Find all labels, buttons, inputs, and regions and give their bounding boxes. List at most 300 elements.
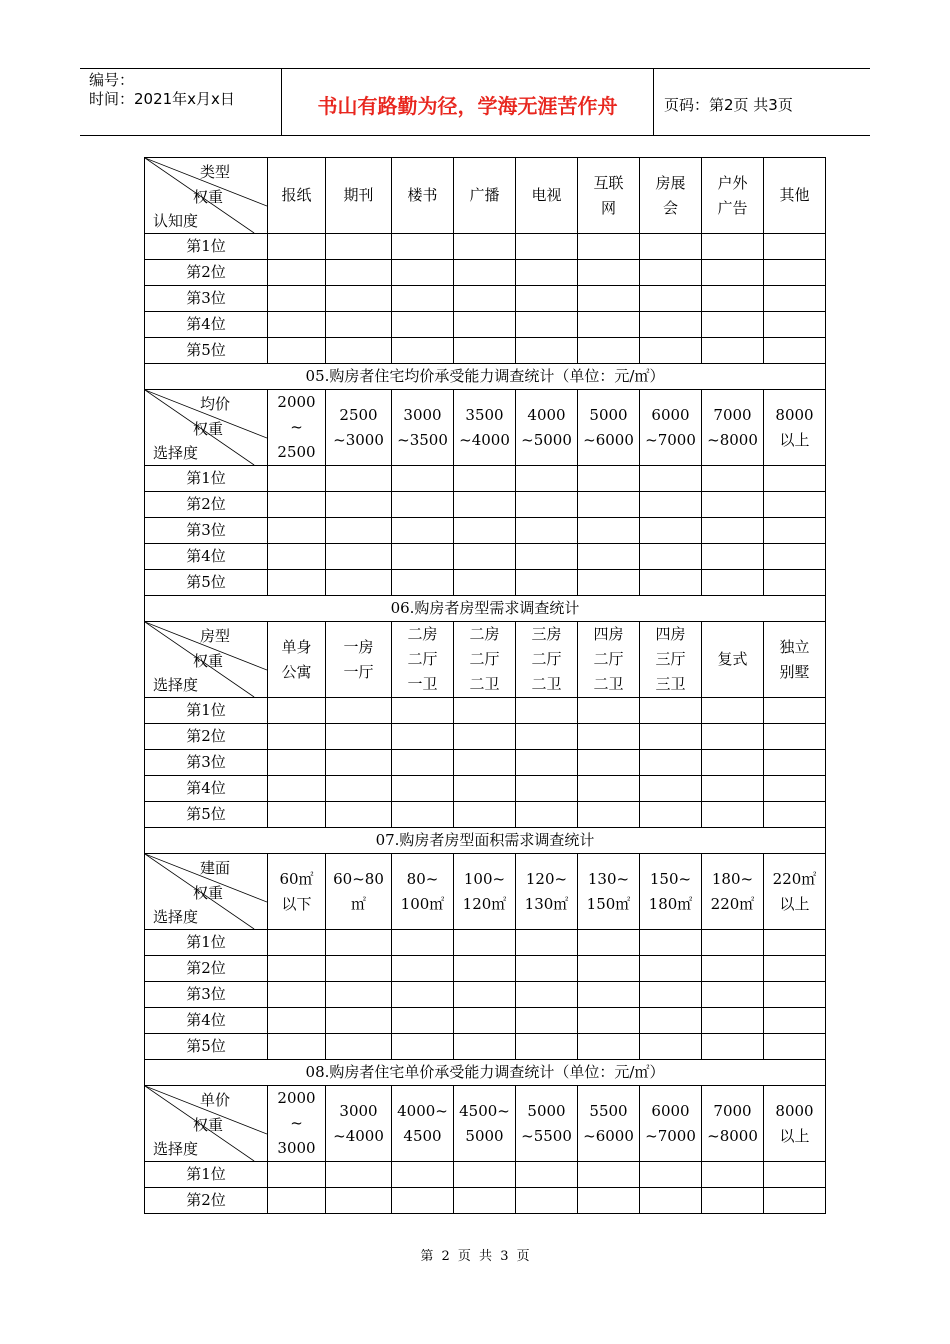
empty-cell: [454, 312, 516, 338]
section-header-row: [145, 1086, 826, 1162]
empty-cell: [516, 518, 578, 544]
column-header-line: ~: [290, 1114, 303, 1132]
column-header-line: ~3500: [397, 430, 448, 449]
column-header-line: 广播: [469, 186, 500, 204]
empty-cell: [640, 1188, 702, 1214]
table-row: [145, 234, 826, 260]
column-header: [516, 622, 578, 698]
empty-cell: [578, 930, 640, 956]
table-row: [145, 802, 826, 828]
empty-cell: [392, 234, 454, 260]
empty-cell: [764, 492, 826, 518]
empty-cell: [516, 698, 578, 724]
empty-cell: [392, 338, 454, 364]
empty-cell: [516, 1162, 578, 1188]
empty-cell: [326, 956, 392, 982]
column-header-line: ~5500: [521, 1126, 572, 1145]
empty-cell: [454, 982, 516, 1008]
empty-cell: [326, 492, 392, 518]
corner-label: 选择度: [153, 1140, 199, 1158]
column-header-line: ~3000: [333, 430, 384, 449]
column-header-line: 2500: [339, 405, 378, 424]
empty-cell: [326, 724, 392, 750]
empty-cell: [516, 750, 578, 776]
empty-cell: [764, 570, 826, 596]
empty-cell: [764, 982, 826, 1008]
empty-cell: [326, 802, 392, 828]
column-header-line: 120~: [525, 869, 568, 888]
empty-cell: [640, 234, 702, 260]
column-header-line: 独立: [779, 637, 810, 656]
empty-cell: [516, 956, 578, 982]
empty-cell: [578, 1034, 640, 1060]
column-header-line: 二卫: [593, 675, 624, 693]
empty-cell: [268, 312, 326, 338]
table-row: [145, 982, 826, 1008]
empty-cell: [392, 982, 454, 1008]
empty-cell: [578, 698, 640, 724]
empty-cell: [702, 1188, 764, 1214]
column-header: [516, 854, 578, 930]
rank-label: 第5位: [145, 338, 268, 364]
table-row: [145, 312, 826, 338]
column-header: [268, 854, 326, 930]
empty-cell: [454, 260, 516, 286]
table-row: [145, 1008, 826, 1034]
empty-cell: [268, 570, 326, 596]
column-header: [702, 622, 764, 698]
header-page-number: 页码：第2页 共3页: [664, 95, 793, 114]
table-row: [145, 776, 826, 802]
empty-cell: [578, 466, 640, 492]
empty-cell: [326, 466, 392, 492]
column-header: [268, 158, 326, 234]
column-header: [702, 1086, 764, 1162]
survey-statistics-table: [144, 157, 826, 1214]
corner-label: 建面: [200, 859, 231, 877]
empty-cell: [516, 492, 578, 518]
diagonal-header-cell: [145, 622, 268, 698]
column-header: [326, 854, 392, 930]
empty-cell: [454, 286, 516, 312]
column-header: [516, 1086, 578, 1162]
empty-cell: [764, 466, 826, 492]
empty-cell: [578, 570, 640, 596]
empty-cell: [640, 544, 702, 570]
table-row: [145, 956, 826, 982]
empty-cell: [640, 338, 702, 364]
empty-cell: [702, 956, 764, 982]
empty-cell: [578, 776, 640, 802]
empty-cell: [764, 312, 826, 338]
empty-cell: [578, 1008, 640, 1034]
empty-cell: [640, 956, 702, 982]
empty-cell: [702, 1034, 764, 1060]
empty-cell: [702, 750, 764, 776]
empty-cell: [326, 312, 392, 338]
section-header-row: [145, 622, 826, 698]
empty-cell: [268, 1034, 326, 1060]
empty-cell: [326, 1162, 392, 1188]
column-header-line: 3500: [465, 405, 504, 424]
empty-cell: [326, 982, 392, 1008]
column-header: [268, 390, 326, 466]
empty-cell: [516, 570, 578, 596]
empty-cell: [764, 956, 826, 982]
column-header-line: 3000: [403, 405, 442, 424]
table-row: [145, 286, 826, 312]
empty-cell: [326, 750, 392, 776]
empty-cell: [702, 492, 764, 518]
empty-cell: [640, 570, 702, 596]
corner-label: 类型: [200, 163, 231, 181]
section-title-row: [145, 1060, 826, 1086]
empty-cell: [764, 698, 826, 724]
column-header-line: 8000: [775, 405, 814, 424]
column-header-line: 180~: [711, 869, 754, 888]
table-row: [145, 544, 826, 570]
rank-label: 第1位: [145, 1162, 268, 1188]
column-header: [702, 158, 764, 234]
column-header-line: 二卫: [531, 675, 562, 693]
column-header-line: 互联: [593, 173, 624, 192]
empty-cell: [702, 724, 764, 750]
empty-cell: [764, 286, 826, 312]
column-header: [702, 854, 764, 930]
column-header-line: 2000: [277, 1089, 316, 1107]
empty-cell: [578, 1188, 640, 1214]
empty-cell: [392, 544, 454, 570]
empty-cell: [326, 518, 392, 544]
empty-cell: [640, 930, 702, 956]
empty-cell: [578, 982, 640, 1008]
column-header-line: 3000: [277, 1139, 316, 1157]
empty-cell: [640, 1008, 702, 1034]
rank-label: 第2位: [145, 956, 268, 982]
column-header-line: 单身: [281, 637, 312, 656]
column-header-line: 4500: [403, 1126, 442, 1145]
empty-cell: [392, 750, 454, 776]
empty-cell: [702, 466, 764, 492]
table-row: [145, 570, 826, 596]
table-row: [145, 930, 826, 956]
empty-cell: [392, 260, 454, 286]
corner-label: 选择度: [153, 908, 199, 926]
column-header-line: 100~: [463, 869, 506, 888]
diagonal-header-cell: [145, 1086, 268, 1162]
column-header: [764, 158, 826, 234]
empty-cell: [516, 234, 578, 260]
column-header-line: 以上: [779, 894, 810, 913]
column-header-line: 网: [600, 198, 616, 217]
empty-cell: [640, 698, 702, 724]
column-header-line: 四房: [655, 625, 686, 643]
empty-cell: [516, 724, 578, 750]
empty-cell: [454, 544, 516, 570]
empty-cell: [268, 492, 326, 518]
table-row: [145, 750, 826, 776]
column-header-line: 130~: [587, 869, 630, 888]
empty-cell: [702, 286, 764, 312]
empty-cell: [268, 930, 326, 956]
rank-label: 第1位: [145, 234, 268, 260]
table-row: [145, 1162, 826, 1188]
empty-cell: [392, 570, 454, 596]
diagonal-header-cell: [145, 158, 268, 234]
column-header: [454, 854, 516, 930]
empty-cell: [268, 982, 326, 1008]
empty-cell: [392, 1008, 454, 1034]
empty-cell: [640, 492, 702, 518]
corner-label: 单价: [200, 1091, 231, 1109]
empty-cell: [392, 1162, 454, 1188]
rank-label: 第4位: [145, 776, 268, 802]
empty-cell: [326, 260, 392, 286]
column-header-line: 150~: [649, 869, 692, 888]
empty-cell: [578, 544, 640, 570]
empty-cell: [516, 260, 578, 286]
empty-cell: [326, 1188, 392, 1214]
column-header-line: 其他: [779, 186, 810, 204]
column-header-line: 220㎡: [772, 869, 817, 888]
table-row: [145, 698, 826, 724]
empty-cell: [392, 776, 454, 802]
empty-cell: [454, 776, 516, 802]
empty-cell: [268, 802, 326, 828]
section-title-row: [145, 596, 826, 622]
section-title-row: [145, 828, 826, 854]
column-header: [578, 158, 640, 234]
rank-label: 第4位: [145, 544, 268, 570]
column-header-line: 4000~: [397, 1101, 448, 1120]
column-header-line: 二房: [407, 625, 438, 643]
section-header-row: [145, 158, 826, 234]
column-header: [640, 390, 702, 466]
section-header-row: [145, 390, 826, 466]
section-title-row: [145, 364, 826, 390]
column-header: [268, 1086, 326, 1162]
section-title: 05.购房者住宅均价承受能力调查统计（单位：元/㎡）: [145, 364, 826, 390]
rank-label: 第1位: [145, 930, 268, 956]
empty-cell: [516, 338, 578, 364]
column-header-line: 广告: [717, 198, 748, 217]
corner-label: 认知度: [153, 212, 199, 230]
column-header-line: 60㎡: [279, 869, 314, 888]
column-header-line: 7000: [713, 405, 752, 424]
empty-cell: [640, 260, 702, 286]
empty-cell: [640, 312, 702, 338]
empty-cell: [578, 286, 640, 312]
rank-label: 第4位: [145, 1008, 268, 1034]
empty-cell: [392, 518, 454, 544]
column-header-line: 6000: [651, 1101, 690, 1120]
empty-cell: [702, 982, 764, 1008]
corner-label: 权重: [193, 652, 224, 670]
empty-cell: [640, 1034, 702, 1060]
column-header: [764, 854, 826, 930]
corner-label: 权重: [193, 420, 224, 438]
rank-label: 第5位: [145, 802, 268, 828]
empty-cell: [764, 1008, 826, 1034]
empty-cell: [702, 802, 764, 828]
column-header-line: 5000: [527, 1101, 566, 1120]
empty-cell: [454, 1162, 516, 1188]
empty-cell: [578, 338, 640, 364]
column-header: [326, 1086, 392, 1162]
empty-cell: [268, 1008, 326, 1034]
rank-label: 第3位: [145, 286, 268, 312]
empty-cell: [454, 234, 516, 260]
empty-cell: [454, 492, 516, 518]
column-header: [392, 1086, 454, 1162]
rank-label: 第2位: [145, 260, 268, 286]
table-row: [145, 492, 826, 518]
empty-cell: [392, 312, 454, 338]
column-header: [454, 622, 516, 698]
column-header: [764, 622, 826, 698]
empty-cell: [454, 466, 516, 492]
rank-label: 第4位: [145, 312, 268, 338]
empty-cell: [640, 466, 702, 492]
column-header-line: 二厅: [407, 650, 438, 668]
rank-label: 第5位: [145, 570, 268, 596]
empty-cell: [454, 956, 516, 982]
empty-cell: [702, 1008, 764, 1034]
empty-cell: [268, 1188, 326, 1214]
empty-cell: [516, 982, 578, 1008]
header-meta: [80, 69, 282, 135]
empty-cell: [392, 930, 454, 956]
empty-cell: [268, 466, 326, 492]
empty-cell: [454, 1188, 516, 1214]
column-header-line: 电视: [531, 186, 562, 204]
empty-cell: [454, 724, 516, 750]
column-header-line: 三卫: [655, 675, 686, 693]
empty-cell: [640, 286, 702, 312]
column-header-line: ~7000: [645, 1126, 696, 1145]
column-header: [578, 390, 640, 466]
empty-cell: [640, 750, 702, 776]
rank-label: 第2位: [145, 1188, 268, 1214]
empty-cell: [268, 956, 326, 982]
column-header-line: 100㎡: [400, 894, 445, 913]
corner-label: 选择度: [153, 444, 199, 462]
column-header-line: ~6000: [583, 430, 634, 449]
empty-cell: [578, 234, 640, 260]
empty-cell: [454, 338, 516, 364]
column-header-line: 7000: [713, 1101, 752, 1120]
empty-cell: [764, 724, 826, 750]
table-row: [145, 338, 826, 364]
empty-cell: [764, 1162, 826, 1188]
empty-cell: [764, 750, 826, 776]
empty-cell: [268, 286, 326, 312]
header-slogan: 书山有路勤为径，学海无涯苦作舟: [282, 69, 654, 135]
empty-cell: [516, 1188, 578, 1214]
column-header-line: 80~: [406, 869, 439, 888]
section-title: 06.购房者房型需求调查统计: [145, 596, 826, 622]
empty-cell: [268, 1162, 326, 1188]
column-header-line: 60~80: [333, 869, 384, 888]
empty-cell: [268, 544, 326, 570]
column-header-line: ~8000: [707, 430, 758, 449]
empty-cell: [326, 234, 392, 260]
empty-cell: [392, 466, 454, 492]
empty-cell: [326, 570, 392, 596]
empty-cell: [702, 518, 764, 544]
empty-cell: [326, 338, 392, 364]
empty-cell: [640, 1162, 702, 1188]
column-header-line: 5000: [465, 1126, 504, 1145]
column-header: [764, 1086, 826, 1162]
empty-cell: [640, 802, 702, 828]
empty-cell: [268, 776, 326, 802]
empty-cell: [516, 312, 578, 338]
column-header: [702, 390, 764, 466]
empty-cell: [516, 802, 578, 828]
table-row: [145, 724, 826, 750]
column-header-line: ~4000: [333, 1126, 384, 1145]
rank-label: 第2位: [145, 724, 268, 750]
column-header-line: 8000: [775, 1101, 814, 1120]
table-row: [145, 1034, 826, 1060]
column-header-line: 二厅: [531, 650, 562, 668]
table-row: [145, 518, 826, 544]
column-header-line: 四房: [593, 625, 624, 643]
empty-cell: [454, 570, 516, 596]
column-header: [454, 1086, 516, 1162]
empty-cell: [578, 956, 640, 982]
empty-cell: [764, 234, 826, 260]
diagonal-header-cell: [145, 390, 268, 466]
column-header-line: 3000: [339, 1101, 378, 1120]
empty-cell: [702, 930, 764, 956]
empty-cell: [764, 1034, 826, 1060]
empty-cell: [764, 1188, 826, 1214]
corner-label: 权重: [193, 1116, 224, 1134]
empty-cell: [640, 776, 702, 802]
column-header-line: 一卫: [407, 675, 438, 693]
column-header-line: 6000: [651, 405, 690, 424]
column-header-line: 130㎡: [524, 894, 569, 913]
empty-cell: [392, 492, 454, 518]
empty-cell: [326, 1008, 392, 1034]
column-header-line: 公寓: [281, 662, 312, 681]
column-header-line: 报纸: [281, 186, 312, 204]
empty-cell: [764, 776, 826, 802]
empty-cell: [268, 234, 326, 260]
column-header-line: 120㎡: [462, 894, 507, 913]
empty-cell: [454, 1008, 516, 1034]
empty-cell: [516, 286, 578, 312]
empty-cell: [578, 312, 640, 338]
column-header-line: 二厅: [593, 650, 624, 668]
column-header: [392, 158, 454, 234]
column-header-line: ㎡: [350, 894, 366, 913]
column-header: [454, 158, 516, 234]
column-header: [764, 390, 826, 466]
column-header-line: 2500: [277, 443, 316, 461]
empty-cell: [702, 698, 764, 724]
column-header: [516, 390, 578, 466]
empty-cell: [702, 260, 764, 286]
column-header: [392, 854, 454, 930]
column-header: [326, 158, 392, 234]
column-header-line: 三厅: [655, 650, 686, 668]
column-header: [392, 390, 454, 466]
column-header-line: 会: [662, 198, 678, 217]
empty-cell: [578, 1162, 640, 1188]
